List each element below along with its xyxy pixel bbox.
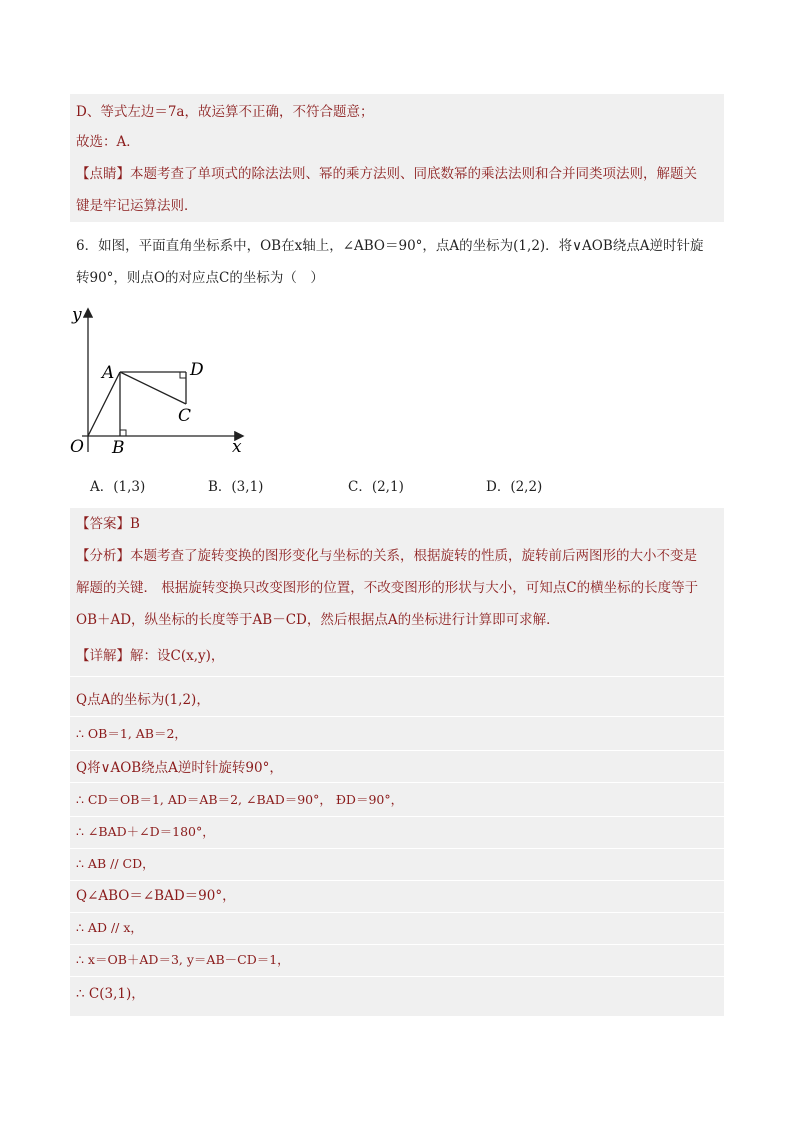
row-separator <box>70 976 724 977</box>
text-line: 键是牢记运算法则． <box>76 198 198 214</box>
text-line: D、等式左边＝7a，故运算不正确，不符合题意； <box>76 104 374 120</box>
label-C: C <box>178 406 192 426</box>
row-separator <box>70 848 724 849</box>
row-separator <box>70 912 724 913</box>
label-O: O <box>70 437 84 457</box>
solution-block-prev <box>70 94 724 222</box>
option-b[interactable]: B．(3,1) <box>208 479 264 495</box>
right-angle-mark-D <box>180 372 186 378</box>
label-B: B <box>112 438 125 458</box>
row-separator <box>70 944 724 945</box>
geometry-figure <box>66 304 266 464</box>
option-d[interactable]: D．(2,2) <box>486 479 543 495</box>
text-line: 【点睛】本题考查了单项式的除法法则、幂的乘方法则、同底数幂的乘法法则和合并同类项法则，解题关 <box>76 166 697 182</box>
analysis-line: OB＋AD，纵坐标的长度等于AB－CD，然后根据点A的坐标进行计算即可求解． <box>76 612 560 628</box>
question-line: 6．如图，平面直角坐标系中，OB在x轴上，∠ABO＝90°，点A的坐标为(1,2)．将∨AOB绕点A逆时针旋 <box>76 238 704 254</box>
analysis-line: 解题的关键． 根据旋转变换只改变图形的位置，不改变图形的形状与大小，可知点C的横坐标的长度等于 <box>76 580 699 596</box>
step-line: ∴ CD＝OB＝1, AD＝AB＝2, ∠BAD＝90°， ÐD＝90°， <box>76 792 404 807</box>
detail-line: 【详解】解：设C(x,y)， <box>76 648 225 664</box>
answer-block <box>70 508 724 1016</box>
step-line: ∴ x＝OB＋AD＝3, y＝AB－CD＝1， <box>76 952 290 967</box>
right-angle-mark-B <box>120 430 126 436</box>
label-y: y <box>72 305 82 325</box>
row-separator <box>70 676 724 677</box>
label-A: A <box>102 363 115 383</box>
segment-AC <box>120 372 186 404</box>
label-x: x <box>232 437 242 457</box>
text-line: 故选：A． <box>76 134 140 150</box>
step-line: ∴ OB＝1, AB＝2， <box>76 726 187 741</box>
step-line: Q将∨AOB绕点A逆时针旋转90°， <box>76 760 283 776</box>
step-line: ∴ AD // x， <box>76 920 143 935</box>
analysis-line: 【分析】本题考查了旋转变换的图形变化与坐标的关系，根据旋转的性质，旋转前后两图形的大小不变是 <box>76 548 697 564</box>
step-line: ∴ ∠BAD＋∠D＝180°， <box>76 824 215 839</box>
step-line: ∴ C(3,1)， <box>76 986 145 1002</box>
step-line: Q∠ABO＝∠BAD＝90°， <box>76 888 236 904</box>
row-separator <box>70 750 724 751</box>
step-line: ∴ AB // CD， <box>76 856 155 871</box>
row-separator <box>70 816 724 817</box>
answer-line: 【答案】B <box>76 516 140 532</box>
row-separator <box>70 880 724 881</box>
question-line: 转90°，则点O的对应点C的坐标为（ ） <box>76 270 324 286</box>
step-line: Q点A的坐标为(1,2)， <box>76 692 210 708</box>
row-separator <box>70 782 724 783</box>
label-D: D <box>190 360 204 380</box>
option-c[interactable]: C．(2,1) <box>348 479 404 495</box>
option-a[interactable]: A．(1,3) <box>90 479 146 495</box>
row-separator <box>70 716 724 717</box>
